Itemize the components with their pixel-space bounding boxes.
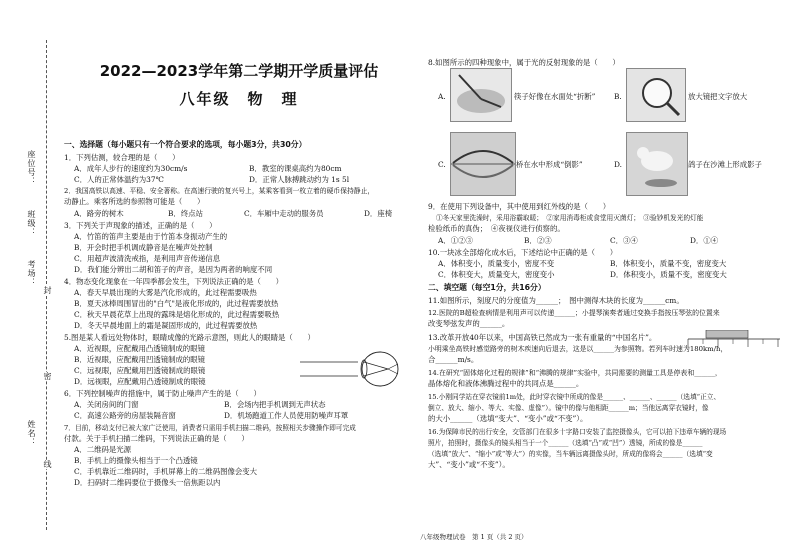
magnifier-photo (626, 68, 686, 122)
question-16-end: 大”、“变小”或“不变”）。 (428, 460, 510, 469)
question-12-cont: 改变琴弦发声的______。 (428, 319, 510, 328)
q8-option-b-text: 放大镜把文字放大 (688, 92, 748, 101)
question-1: 1．下列估测，较合理的是（ ） (64, 153, 180, 162)
q10-option-a: A．体积变小，质量变小，密度不变 (438, 259, 555, 268)
question-2: 2．我国高铁以高速、平稳、安全著称。在高速行驶的复兴号上，某乘客看到一枚立着的硬币保持静止， (64, 187, 375, 195)
q8-option-d-text: 鸽子在沙滩上形成影子 (688, 160, 762, 169)
question-3: 3．下列关于声现象的描述，正确的是（ ） (64, 221, 217, 230)
q3-option-c: C．用超声波清洗戒指，是利用声音传递信息 (74, 254, 221, 263)
question-16: 16.为保障市民的出行安全，交管部门在很多十字路口安装了监控摄像头，它可以拍下违章车辆的现场 (428, 428, 727, 436)
q10-option-b: B．体积变小，质量不变，密度变大 (610, 259, 727, 268)
seal-mark: 封 (43, 286, 52, 295)
question-9-items-cont: 检验纸币的真伪； ④夜视仪进行侦察的。 (428, 224, 565, 233)
question-12: 12.医院的B超检查病情是利用声可以传递______；小提琴演奏者通过变换手指按压琴弦的位置来 (428, 309, 720, 317)
bridge-photo (450, 132, 516, 196)
question-16-cont2: （选填“放大”、“缩小”或“等大”）的实像，当车辆远离摄像头时，所成的像将会______（选填“变 (428, 450, 713, 458)
q3-option-b: B．开会时把手机调成静音是在噪声处控制 (74, 243, 213, 252)
question-13-answer: 合______m/s。 (428, 355, 479, 364)
q2-option-c: C．车厢中走动的服务员 (244, 209, 324, 218)
chopsticks-photo (450, 68, 512, 122)
question-4: 4．物态变化现象在一年四季都会发生，下列说法正确的是（ ） (64, 277, 284, 286)
q5-option-c: C．远视眼，应配戴用凹透镜制成的眼镜 (74, 366, 206, 375)
q3-option-d: D．我们能分辨出二胡和笛子的声音，是因为两者的响度不同 (74, 265, 273, 274)
question-15-cont: 倒立、放大、缩小、等大、实像、虚像”）。镜中的像与他相距______m；当他远离穿衣镜时，像 (428, 404, 709, 412)
question-10: 10.一块冰全部熔化成水后，下述结论中正确的是（ ） (428, 248, 618, 257)
name-label: 姓名： (27, 420, 36, 447)
dove-photo (626, 132, 688, 196)
question-16-cont: 照片，拍照时，摄像头的镜头相当于一个______（选填“凸”或“凹”）透镜，所成的像是______ (428, 439, 703, 447)
q9-option-d: D．①④ (690, 236, 719, 245)
q1-option-a: A．成年人步行的速度约为30cm/s (74, 164, 188, 173)
question-15-end: 的大小______（选填“变大”、“变小”或“不变”）。 (428, 414, 588, 423)
q10-option-c: C．体积变大，质量变大，密度变小 (438, 270, 555, 279)
q4-option-a: A．春天早晨出现的大雾是汽化形成的，此过程需要吸热 (74, 288, 257, 297)
page-footer: 八年级物理试卷 第 1 页（共 2 页） (420, 533, 528, 541)
q5-option-d: D．远视眼，应配戴用凸透镜制成的眼镜 (74, 377, 206, 386)
binding-margin (0, 0, 60, 550)
q9-option-a: A．①②③ (438, 236, 473, 245)
question-2-cont: 动静止。乘客所选的参照物可能是（ ） (64, 197, 205, 206)
cut-line (46, 40, 47, 530)
secret-mark: 密 (43, 372, 52, 381)
q6-option-d: D．机场跑道工作人员使用防噪声耳罩 (224, 411, 349, 420)
q5-option-a: A．近视眼，应配戴用凸透镜制成的眼镜 (74, 344, 205, 353)
question-14: 14.在研究“固体熔化过程的规律”和“沸腾的规律”实验中，共同需要的测量工具是停表和______， (428, 369, 722, 377)
q2-option-d: D．座椅 (364, 209, 393, 218)
q3-option-a: A．竹笛的笛声主要是由于竹笛本身振动产生的 (74, 232, 228, 241)
question-13-cont: 小明乘坐高铁时感觉路旁的树木疾速向后退去，这是以______为参照物。若列车时速为180km/h， (428, 345, 728, 353)
q7-option-a: A．二维码是光源 (74, 445, 132, 454)
exam-room-label: 考场： (27, 260, 36, 287)
q6-option-a: A．关闭房间的门窗 (74, 400, 139, 409)
question-9: 9．在使用下列设备中，其中使用到红外线的是（ ） (428, 202, 611, 211)
question-7-cont: 付款。关于手机扫描二维码，下列说法正确的是（ ） (64, 434, 249, 443)
seat-label: 座位号： (27, 150, 36, 186)
question-6: 6．下列控制噪声的措施中，属于防止噪声产生的是（ ） (64, 389, 261, 398)
section2-heading: 二、填空题（每空1分，共16分） (428, 283, 546, 292)
line-mark: 线 (43, 460, 52, 469)
q2-option-b: B．终点站 (168, 209, 203, 218)
question-7: 7．目前，移动支付已被大家广泛使用，消费者只需用手机扫描二维码，按照相关步骤操作即可完成 (64, 424, 356, 432)
q1-option-d: D．正常人脉搏跳动约为 1s 5l (249, 175, 350, 184)
q1-option-c: C．人的正常体温约为37℃ (74, 175, 164, 184)
q4-option-c: C．秋天早晨花草上出现的露珠是熔化形成的，此过程需要吸热 (74, 310, 280, 319)
q9-option-b: B．②③ (524, 236, 552, 245)
q8-option-c-letter: C. (438, 160, 446, 169)
question-15: 15.小刚同学站在穿衣镜前1m处，此时穿衣镜中所成的像是______、______、______（选填“正立、 (428, 393, 721, 401)
q8-option-a-letter: A. (438, 92, 446, 101)
q6-option-c: C．高速公路旁的房屋装隔音窗 (74, 411, 176, 420)
question-13: 13.改革开放40年以来，中国高铁已然成为一张有重量的“中国名片”。 (428, 333, 657, 342)
q2-option-a: A．路旁的树木 (74, 209, 124, 218)
section1-heading: 一、选择题（每小题只有一个符合要求的选项，每小题3分，共30分） (64, 140, 307, 149)
q5-option-b: B．近视眼，应配戴用凹透镜制成的眼镜 (74, 355, 206, 364)
q4-option-d: D．冬天早晨地面上的霜是凝固形成的，此过程需要放热 (74, 321, 258, 330)
page-subtitle: 八年级 物 理 (179, 90, 299, 108)
question-5: 5.图是某人看远处物体时，眼睛成像的光路示意图，则此人的眼睛是（ ） (64, 333, 315, 342)
q8-option-c-text: 桥在水中形成“倒影” (516, 160, 583, 169)
question-11: 11.如图所示，刻度尺的分度值为______； 图中测得木块的长度为______cm。 (428, 296, 684, 305)
q4-option-b: B．夏天冰棒周围冒出的"白气"是液化形成的，此过程需要放热 (74, 299, 279, 308)
eye-diagram (298, 348, 418, 390)
q10-option-d: D．体积变小，质量不变，密度变大 (610, 270, 727, 279)
q7-option-c: C．手机靠近二维码时，手机屏幕上的二维码图像会变大 (74, 467, 258, 476)
q8-option-a-text: 筷子好像在水面处“折断” (514, 92, 596, 101)
q9-option-c: C．③④ (610, 236, 638, 245)
question-14-cont: 晶体熔化和液体沸腾过程中的共同点是______。 (428, 379, 584, 388)
q7-option-b: B．手机上的摄像头相当于一个凸透镜 (74, 456, 198, 465)
q7-option-d: D．扫码时二维码要位于摄像头一倍焦距以内 (74, 478, 221, 487)
q1-option-b: B．教室的课桌高约为80cm (249, 164, 342, 173)
q8-option-d-letter: D. (614, 160, 623, 169)
question-9-items: ①冬天家里洗澡时，采用浴霸取暖； ②家用消毒柜或食堂用灭菌灯； ③验钞机发光的灯能 (436, 214, 704, 222)
question-8: 8.如图所示的四种现象中，属于光的反射现象的是（ ） (428, 58, 620, 67)
page-title: 2022—2023学年第二学期开学质量评估 (99, 62, 379, 80)
q8-option-b-letter: B. (614, 92, 622, 101)
q6-option-b: B．会场内把手机调到无声状态 (224, 400, 326, 409)
class-label: 班级： (27, 210, 36, 237)
